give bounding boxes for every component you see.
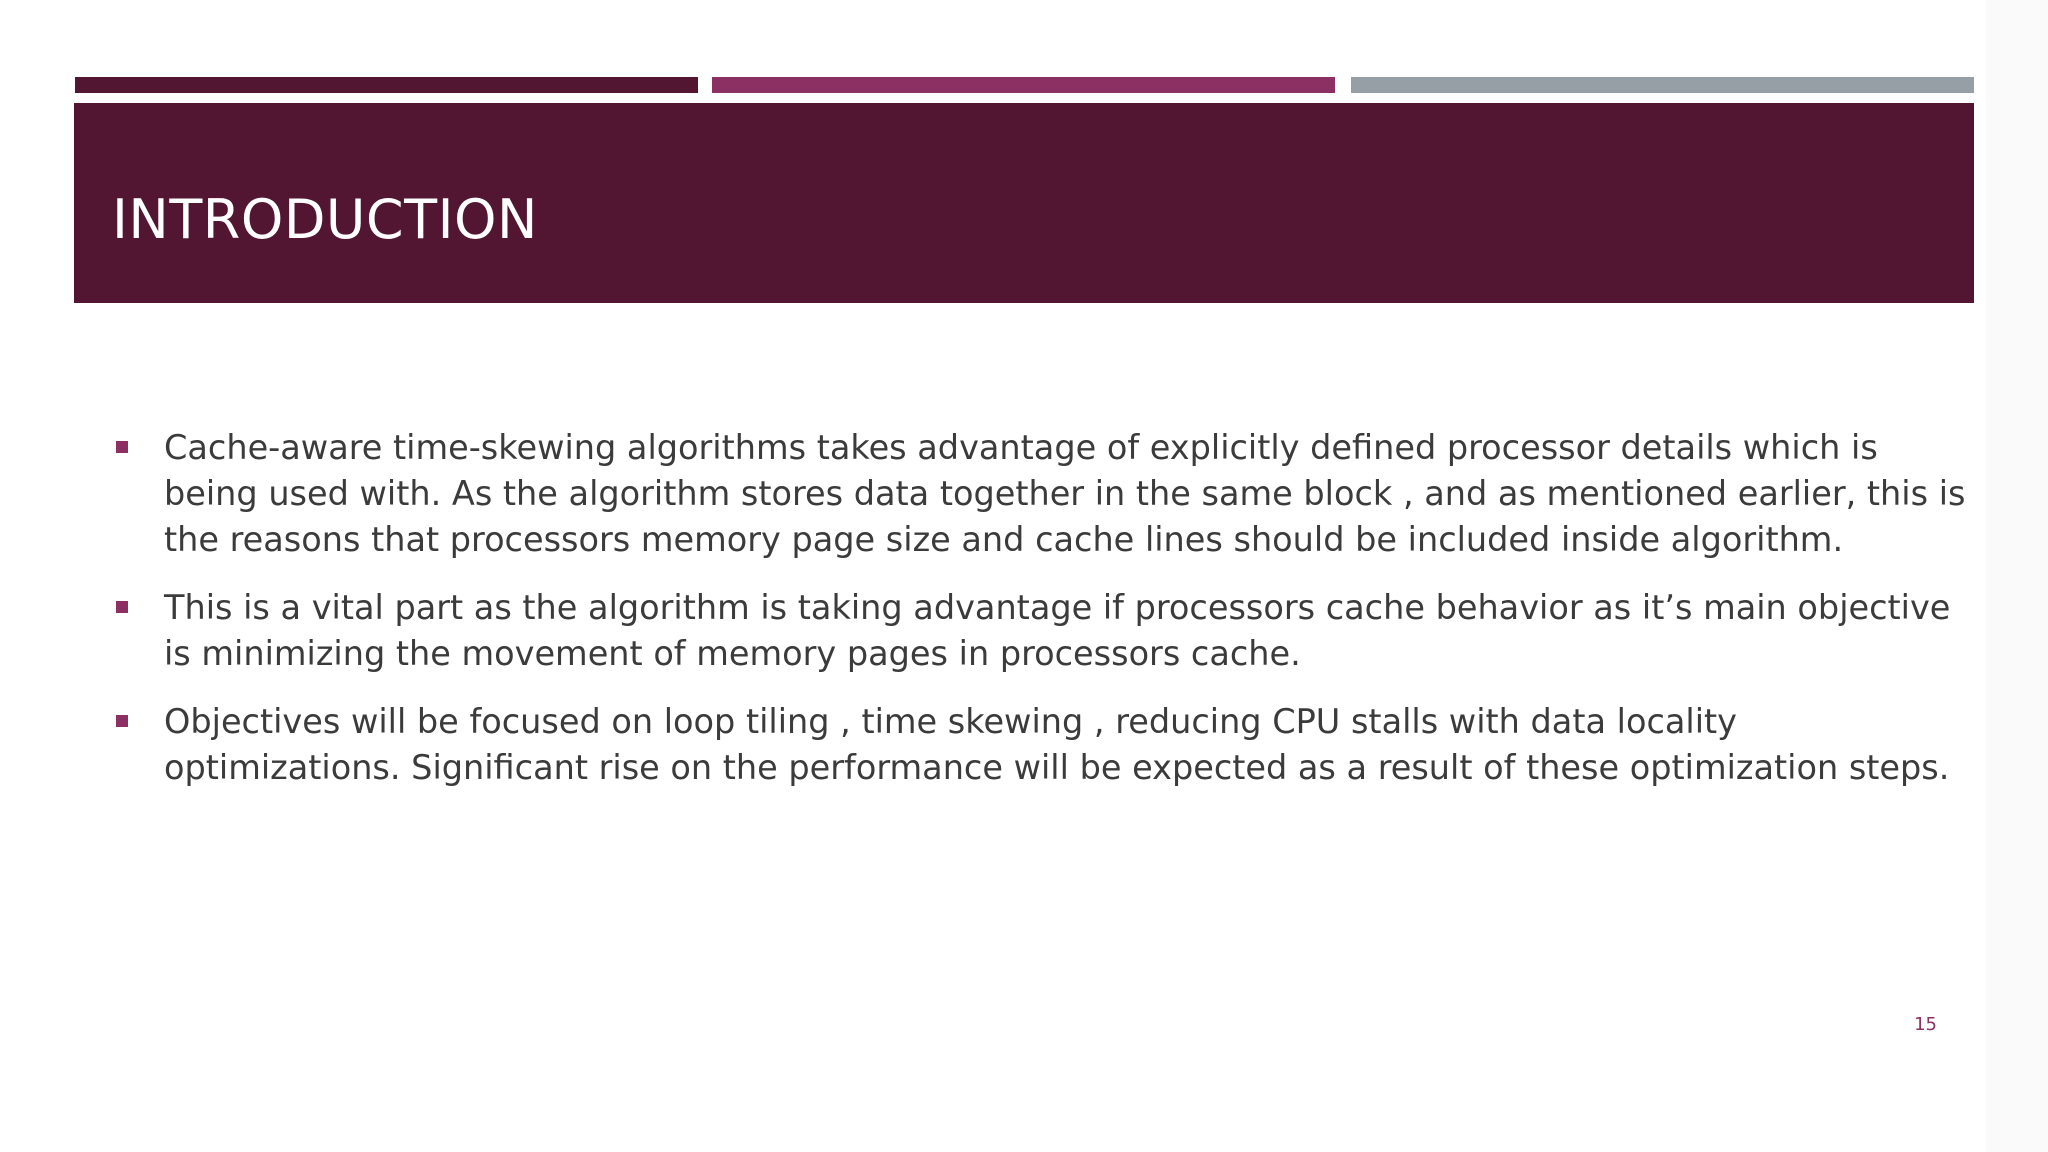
bullet-item [112, 585, 1972, 677]
bullet-text: Objectives will be focused on loop tiling , time skewing , reducing CPU stalls with data locality optimizations. Significant rise on the performance will be expected as a result of these optimization steps. [164, 702, 1950, 787]
square-bullet-icon [116, 601, 128, 613]
square-bullet-icon [116, 715, 128, 727]
title-band [74, 103, 1974, 303]
accent-bar-magenta [712, 77, 1335, 93]
accent-bar-gray [1351, 77, 1974, 93]
page-number: 15 [1914, 1014, 1937, 1035]
accent-bar-dark [75, 77, 698, 93]
bullet-list [112, 425, 1972, 813]
bullet-item [112, 699, 1972, 791]
bullet-item [112, 425, 1972, 563]
bullet-text: Cache-aware time-skewing algorithms takes advantage of explicitly defined processor details which is being used with. As the algorithm stores data together in the same block , and as mentioned earlier, this is the reasons that processors memory page size and cache lines should be included inside algorithm. [164, 428, 1966, 559]
slide-title: INTRODUCTION [112, 188, 538, 251]
slide-edge-strip [1986, 0, 2048, 1152]
square-bullet-icon [116, 441, 128, 453]
bullet-text: This is a vital part as the algorithm is taking advantage if processors cache behavior as it’s main objective is minimizing the movement of memory pages in processors cache. [164, 588, 1951, 673]
